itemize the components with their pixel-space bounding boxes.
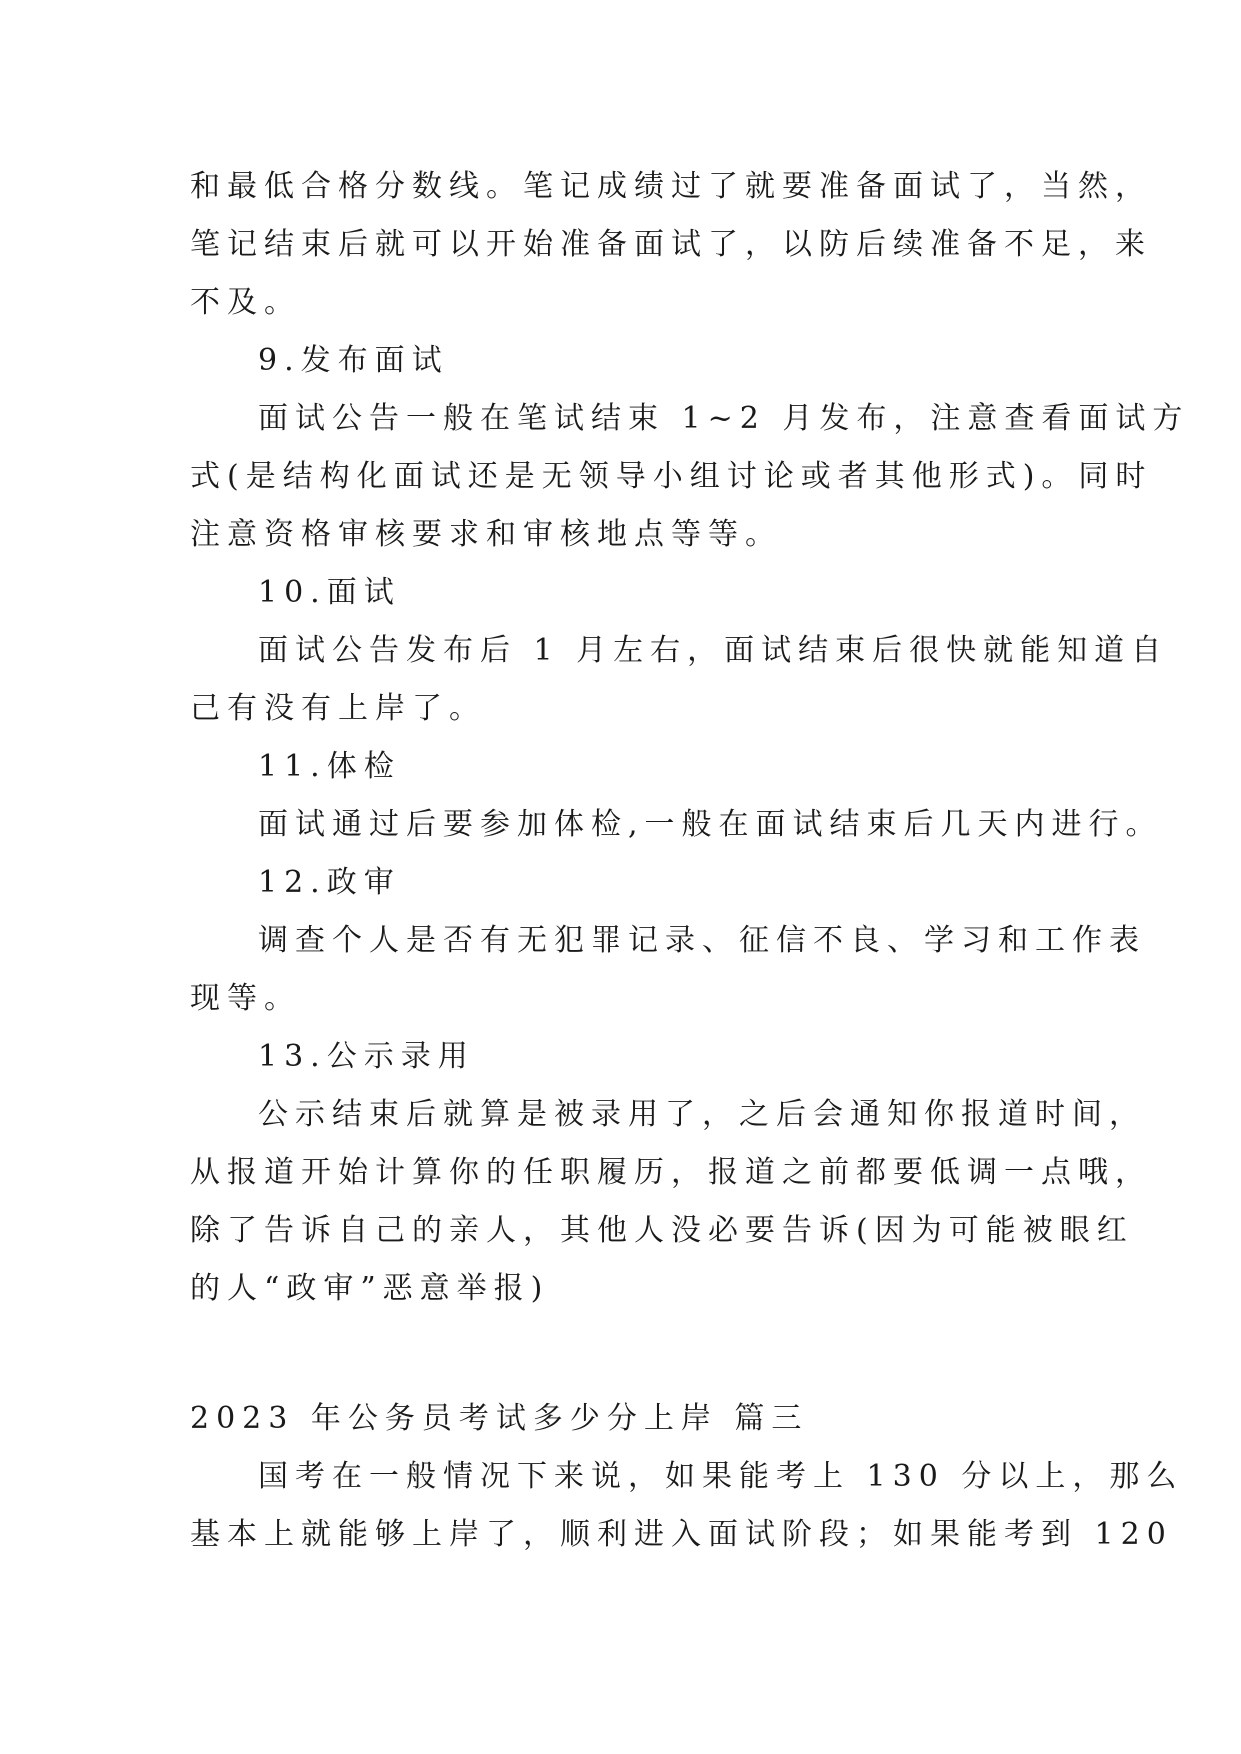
document-body [190, 158, 1190, 1564]
section-heading-12: 12.政审 [258, 865, 401, 900]
paragraph-line: 面试公告发布后 1 月左右，面试结束后很快就能知道自 [258, 633, 1169, 668]
paragraph-line: 从报道开始计算你的任职履历，报道之前都要低调一点哦， [190, 1155, 1152, 1190]
paragraph-line: 面试公告一般在笔试结束 1~2 月发布，注意查看面试方 [258, 401, 1190, 436]
section-heading-11: 11.体检 [258, 749, 401, 784]
section-heading-10: 10.面试 [258, 575, 401, 610]
section-gap [190, 1318, 1070, 1390]
paragraph-line: 除了告诉自己的亲人，其他人没必要告诉(因为可能被眼红 [190, 1213, 1134, 1248]
paragraph-line: 公示结束后就算是被录用了，之后会通知你报道时间， [258, 1097, 1146, 1132]
paragraph-line: 己有没有上岸了。 [190, 691, 486, 726]
section-heading-9: 9.发布面试 [258, 343, 449, 378]
paragraph-line: 不及。 [190, 285, 301, 320]
paragraph-line: 现等。 [190, 981, 301, 1016]
paragraph-line: 基本上就能够上岸了，顺利进入面试阶段；如果能考到 120 [190, 1517, 1173, 1552]
section-heading-13: 13.公示录用 [258, 1039, 475, 1074]
paragraph-line: 和最低合格分数线。笔记成绩过了就要准备面试了，当然， [190, 169, 1152, 204]
chapter-title: 2023 年公务员考试多少分上岸 篇三 [190, 1401, 809, 1436]
paragraph-line: 的人“政审”恶意举报) [190, 1271, 550, 1306]
paragraph-line: 调查个人是否有无犯罪记录、征信不良、学习和工作表 [258, 923, 1146, 958]
paragraph-line: 面试通过后要参加体检,一般在面试结束后几天内进行。 [258, 807, 1163, 842]
paragraph-line: 式(是结构化面试还是无领导小组讨论或者其他形式)。同时 [190, 459, 1153, 494]
paragraph-line: 注意资格审核要求和审核地点等等。 [190, 517, 782, 552]
paragraph-line: 笔记结束后就可以开始准备面试了，以防后续准备不足，来 [190, 227, 1152, 262]
paragraph-line: 国考在一般情况下来说，如果能考上 130 分以上，那么 [258, 1459, 1184, 1494]
